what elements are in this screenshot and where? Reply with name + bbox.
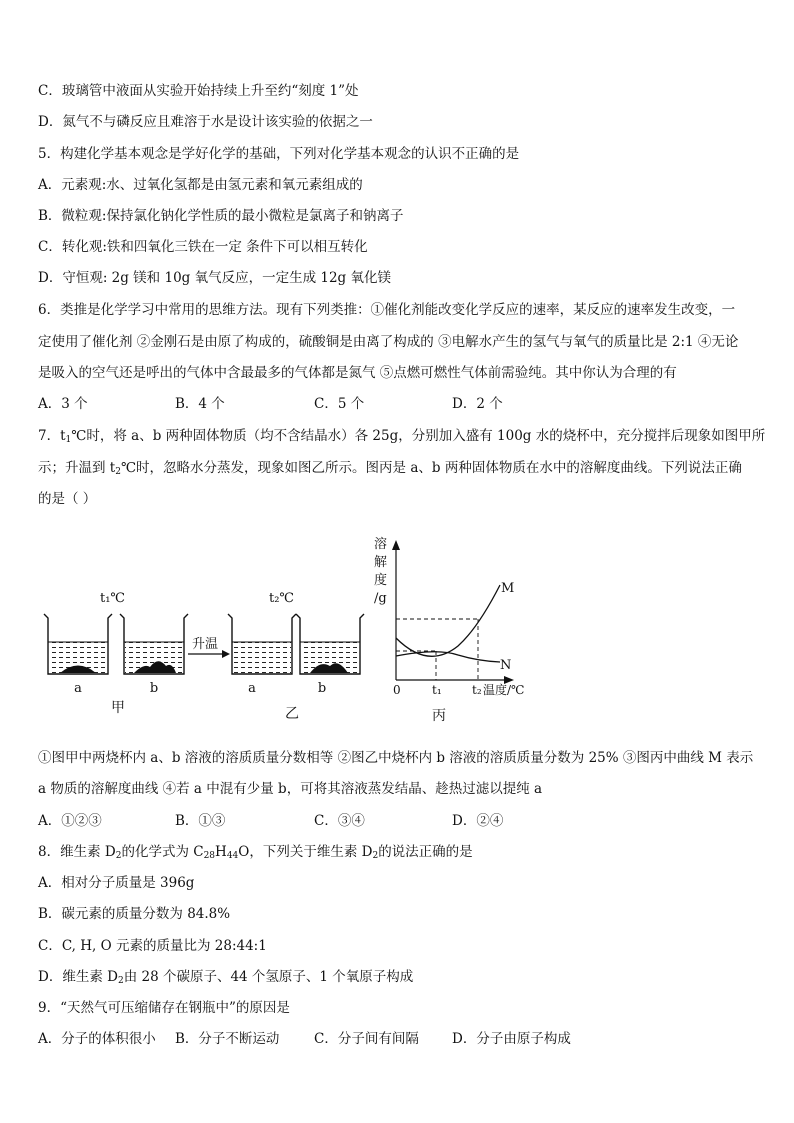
y-label-3: 度 bbox=[374, 573, 388, 588]
q8-option-c: C．C, H, O 元素的质量比为 28:44:1 bbox=[38, 938, 267, 954]
q9-option-b: B．分子不断运动 bbox=[175, 1031, 280, 1047]
q5-option-c: C．转化观:铁和四氧化三铁在一定 条件下可以相互转化 bbox=[38, 239, 368, 255]
label-jia-b: b bbox=[149, 681, 159, 696]
q5-option-a: A．元素观:水、过氧化氢都是由氢元素和氧元素组成的 bbox=[38, 177, 363, 193]
solubility-chart bbox=[374, 536, 524, 724]
q6-option-d: D．2 个 bbox=[452, 396, 503, 412]
q9-stem: 9．“天然气可压缩储存在钢瓶中”的原因是 bbox=[38, 1000, 290, 1016]
q7-stem-line1: 7．$t_1℃$时，将 a、b 两种固体物质（均不含结晶水）各 25g，分别加入盛有 100g 水的烧杯中，充分搅拌后现象如图甲所 bbox=[38, 428, 766, 445]
y-label-4: /g bbox=[374, 591, 387, 606]
q9-option-d: D．分子由原子构成 bbox=[452, 1031, 571, 1047]
label-yi: 乙 bbox=[285, 706, 299, 722]
t1-label: t₁℃ bbox=[100, 591, 125, 606]
curve-n bbox=[396, 652, 500, 662]
q4-option-d: D．氮气不与磷反应且难溶于水是设计该实验的依据之一 bbox=[38, 114, 373, 130]
q5-option-b: B．微粒观:保持氯化钠化学性质的最小微粒是氯离子和钠离子 bbox=[38, 208, 404, 224]
q7-stem-line3: 的是（ ） bbox=[38, 491, 97, 507]
q6-option-a: A．3 个 bbox=[38, 396, 88, 412]
q7-stem-line2: 示；升温到 $t_2℃$时，忽略水分蒸发，现象如图乙所示。图丙是 a、b 两种固体物质在水中的溶解度曲线。下列说法正确 bbox=[38, 460, 742, 477]
q9-option-c: C．分子间有间隔 bbox=[314, 1031, 419, 1047]
x-axis-label: 温度/℃ bbox=[483, 683, 525, 697]
curve-m-label: M bbox=[501, 581, 515, 596]
beaker-yi-b bbox=[296, 614, 364, 674]
label-bing: 丙 bbox=[432, 708, 446, 724]
label-yi-b: b bbox=[317, 681, 327, 696]
q4-option-c: C．玻璃管中液面从实验开始持续上升至约“刻度 1”处 bbox=[38, 83, 359, 99]
q9-option-a: A．分子的体积很小 bbox=[38, 1031, 156, 1047]
beaker-jia-a bbox=[44, 614, 112, 674]
curve-n-label: N bbox=[500, 658, 512, 673]
beaker-yi-a bbox=[228, 614, 296, 674]
q7-option-b: B．①③ bbox=[175, 813, 226, 829]
q8-option-b: B．碳元素的质量分数为 84.8% bbox=[38, 906, 231, 922]
origin-label: 0 bbox=[393, 683, 401, 697]
q7-option-c: C．③④ bbox=[314, 813, 365, 829]
q6-stem-line1: 6．类推是化学学习中常用的思维方法。现有下列类推：①催化剂能改变化学反应的速率，某反应的速率发生改变，一 bbox=[38, 302, 736, 318]
q6-stem-line2: 定使用了催化剂 ②金刚石是由原了构成的，硫酸铜是由离了构成的 ③电解水产生的氢气与氧气的质量比是 2:1 ④无论 bbox=[38, 334, 739, 350]
y-label-1: 溶 bbox=[374, 537, 388, 552]
q6-stem-line3: 是吸入的空气还是呼出的气体中含最最多的气体都是氮气 ⑤点燃可燃性气体前需验纯。其中你认为合理的有 bbox=[38, 365, 677, 381]
q5-option-d: D．守恒观: 2g 镁和 10g 氧气反应，一定生成 12g 氧化镁 bbox=[38, 270, 391, 286]
x-tick-t2: t₂ bbox=[472, 683, 482, 697]
q8-option-a: A．相对分子质量是 396g bbox=[38, 875, 195, 891]
q7-option-d: D．②④ bbox=[452, 813, 504, 829]
x-tick-t1: t₁ bbox=[432, 683, 442, 697]
arrow-label: 升温 bbox=[192, 637, 219, 652]
y-label-2: 解 bbox=[374, 555, 388, 570]
curve-m bbox=[396, 585, 500, 656]
label-yi-a: a bbox=[248, 681, 256, 696]
q7-figure bbox=[38, 530, 558, 730]
beaker-jia-b bbox=[120, 614, 188, 674]
q5-stem: 5．构建化学基本观念是学好化学的基础，下列对化学基本观念的认识不正确的是 bbox=[38, 146, 520, 162]
q8-stem: 8．维生素 $D_2$的化学式为 $C_{28}H_{44}O$，下列关于维生素 $D_2$的说法正确的是 bbox=[38, 844, 473, 861]
q7-statement-line2: a 物质的溶解度曲线 ④若 a 中混有少量 b，可将其溶液蒸发结晶、趁热过滤以提纯 a bbox=[38, 781, 543, 797]
q7-option-a: A．①②③ bbox=[38, 813, 102, 829]
q7-statement-line1: ①图甲中两烧杯内 a、b 溶液的溶质质量分数相等 ②图乙中烧杯内 b 溶液的溶质质量分数为 25% ③图丙中曲线 M 表示 bbox=[38, 750, 754, 766]
t2-label: t₂℃ bbox=[269, 591, 294, 606]
label-jia: 甲 bbox=[111, 700, 125, 716]
q8-option-d: D．维生素 $D_2$由 28 个碳原子、44 个氢原子、1 个氧原子构成 bbox=[38, 969, 414, 986]
q6-option-c: C．5 个 bbox=[314, 396, 365, 412]
label-jia-a: a bbox=[74, 681, 82, 696]
q6-option-b: B．4 个 bbox=[175, 396, 225, 412]
